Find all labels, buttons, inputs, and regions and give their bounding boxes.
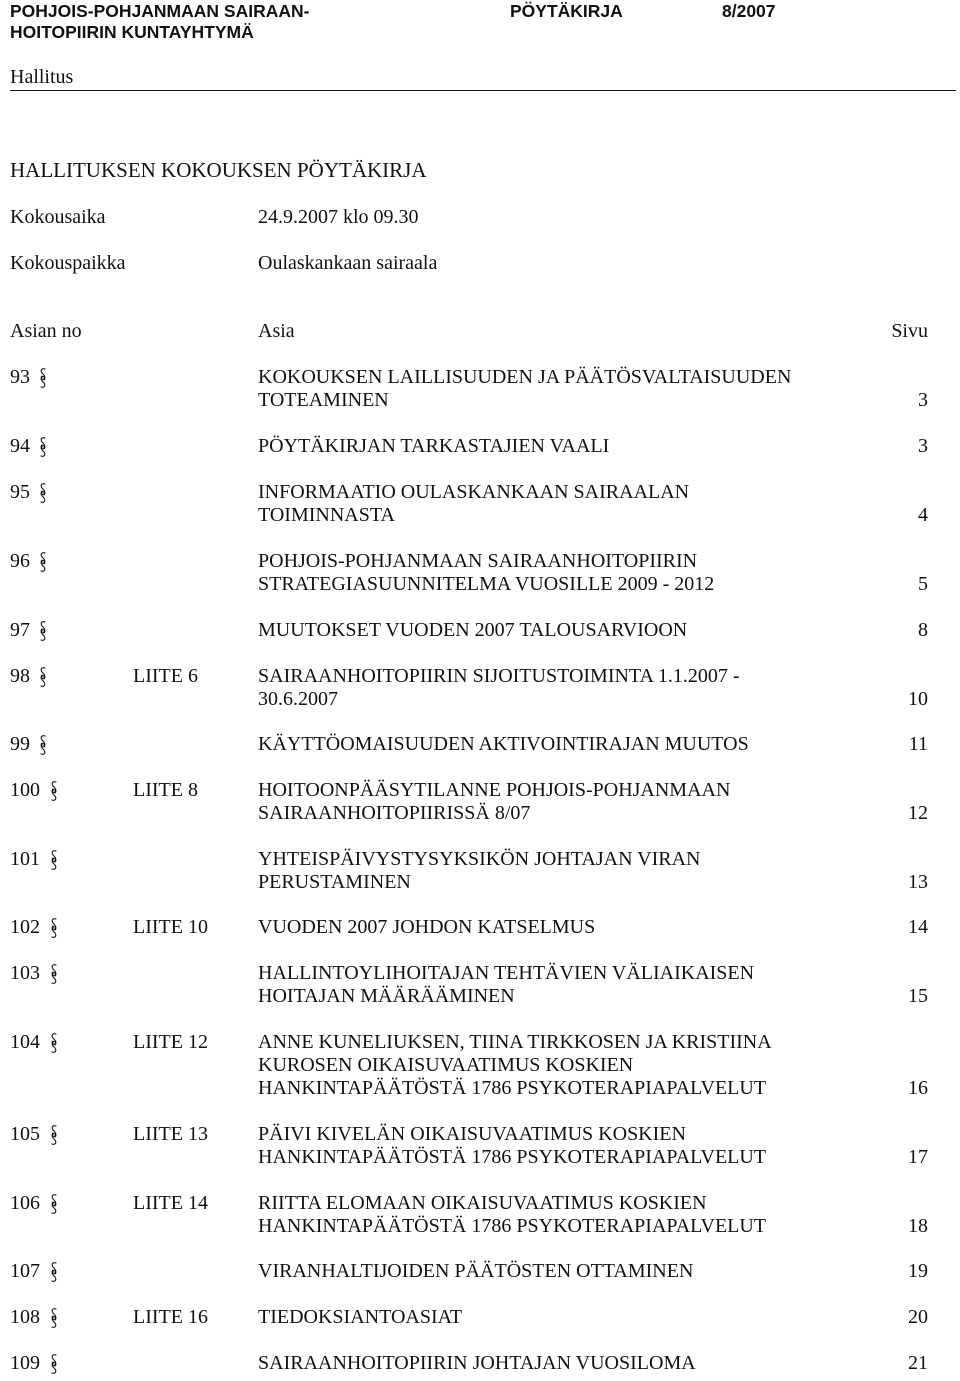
item-subject-line: HANKINTAPÄÄTÖSTÄ 1786 PSYKOTERAPIAPALVELUT [258,1215,767,1237]
item-subject-line: HOITOONPÄÄSYTILANNE POHJOIS-POHJANMAAN [258,779,731,801]
item-subject [258,481,848,527]
item-subject-line: 30.6.2007 [258,688,338,710]
section-sign-icon [38,734,48,756]
item-number: 94 [10,435,30,457]
section-sign-icon [49,1307,59,1329]
item-subject [258,435,848,458]
organization-line-1: POHJOIS-POHJANMAAN SAIRAAN- [10,1,310,21]
item-number: 103 [10,962,40,984]
attachment-label: LIITE 13 [133,1123,208,1145]
item-page-number: 13 [908,871,928,893]
attachment-label: LIITE 8 [133,779,198,801]
item-subject-line: YHTEISPÄIVYSTYSYKSIKÖN JOHTAJAN VIRAN [258,848,701,870]
organization-line-2: HOITOPIIRIN KUNTAYHTYMÄ [10,22,254,42]
item-number: 106 [10,1192,40,1214]
item-subject [258,550,848,596]
item-subject-line: SAIRAANHOITOPIIRIN SIJOITUSTOIMINTA 1.1.2007 - [258,665,740,687]
item-subject [258,366,848,412]
item-subject-line: ANNE KUNELIUKSEN, TIINA TIRKKOSEN JA KRISTIINA [258,1031,772,1053]
item-page-number: 10 [908,688,928,710]
item-number: 98 [10,665,30,687]
item-subject-line: KUROSEN OIKAISUVAATIMUS KOSKIEN [258,1054,634,1076]
item-page-number: 14 [908,916,928,938]
column-header-page: Sivu [891,320,928,342]
section-sign-icon [38,436,48,458]
item-subject [258,916,848,939]
section-sign-icon [49,917,59,939]
item-subject-line: VIRANHALTIJOIDEN PÄÄTÖSTEN OTTAMINEN [258,1260,694,1282]
document-number: 8/2007 [722,1,776,21]
item-subject-line: SAIRAANHOITOPIIRISSÄ 8/07 [258,802,531,824]
item-subject [258,1123,848,1169]
document-type: PÖYTÄKIRJA [510,1,623,21]
column-header-number: Asian no [10,320,82,342]
item-page-number: 21 [908,1352,928,1374]
item-page-number: 16 [908,1077,928,1099]
section-sign-icon [38,482,48,504]
item-subject-line: STRATEGIASUUNNITELMA VUOSILLE 2009 - 2012 [258,573,715,595]
item-subject-line: PERUSTAMINEN [258,871,411,893]
meeting-place-value: Oulaskankaan sairaala [258,252,438,274]
item-subject [258,733,848,756]
item-number: 96 [10,550,30,572]
item-subject-line: TIEDOKSIANTOASIAT [258,1306,463,1328]
attachment-label: LIITE 16 [133,1306,208,1328]
item-subject [258,848,848,894]
item-page-number: 18 [908,1215,928,1237]
section-sign-icon [49,963,59,985]
section-sign-icon [49,1193,59,1215]
item-subject-line: PÄIVI KIVELÄN OIKAISUVAATIMUS KOSKIEN [258,1123,686,1145]
meeting-place-label: Kokouspaikka [10,252,126,274]
item-number: 93 [10,366,30,388]
item-number: 105 [10,1123,40,1145]
attachment-label: LIITE 12 [133,1031,208,1053]
meeting-time-label: Kokousaika [10,206,106,228]
section-sign-icon [38,620,48,642]
meeting-time-value: 24.9.2007 klo 09.30 [258,206,419,228]
item-subject-line: VUODEN 2007 JOHDON KATSELMUS [258,916,596,938]
attachment-label: LIITE 14 [133,1192,208,1214]
item-subject-line: HANKINTAPÄÄTÖSTÄ 1786 PSYKOTERAPIAPALVELUT [258,1077,767,1099]
item-page-number: 3 [918,435,928,457]
item-subject-line: MUUTOKSET VUODEN 2007 TALOUSARVIOON [258,619,688,641]
section-sign-icon [49,1353,59,1375]
item-subject-line: PÖYTÄKIRJAN TARKASTAJIEN VAALI [258,435,610,457]
item-number: 104 [10,1031,40,1053]
item-subject [258,1031,848,1100]
item-number: 108 [10,1306,40,1328]
item-page-number: 20 [908,1306,928,1328]
item-subject [258,1352,848,1375]
item-subject-line: INFORMAATIO OULASKANKAAN SAIRAALAN [258,481,690,503]
section-sign-icon [38,367,48,389]
item-number: 95 [10,481,30,503]
item-page-number: 8 [918,619,928,641]
item-subject-line: KOKOUKSEN LAILLISUUDEN JA PÄÄTÖSVALTAISUUDEN [258,366,792,388]
item-number: 97 [10,619,30,641]
attachment-label: LIITE 6 [133,665,198,687]
item-number: 102 [10,916,40,938]
item-page-number: 3 [918,389,928,411]
meeting-time [10,206,419,229]
item-page-number: 12 [908,802,928,824]
item-subject-line: KÄYTTÖOMAISUUDEN AKTIVOINTIRAJAN MUUTOS [258,733,749,755]
item-page-number: 11 [908,733,928,755]
item-subject [258,619,848,642]
item-page-number: 17 [908,1146,928,1168]
item-subject-line: TOTEAMINEN [258,389,389,411]
item-subject [258,1192,848,1238]
item-subject-line: RIITTA ELOMAAN OIKAISUVAATIMUS KOSKIEN [258,1192,707,1214]
item-subject-line: HALLINTOYLIHOITAJAN TEHTÄVIEN VÄLIAIKAISEN [258,962,755,984]
item-number: 109 [10,1352,40,1374]
item-subject-line: HANKINTAPÄÄTÖSTÄ 1786 PSYKOTERAPIAPALVELUT [258,1146,767,1168]
item-number: 100 [10,779,40,801]
section-sign-icon [49,1032,59,1054]
section-sign-icon [38,666,48,688]
item-page-number: 15 [908,985,928,1007]
item-page-number: 19 [908,1260,928,1282]
item-subject-line: POHJOIS-POHJANMAAN SAIRAANHOITOPIIRIN [258,550,698,572]
item-subject [258,962,848,1008]
item-subject [258,1306,848,1329]
item-page-number: 4 [918,504,928,526]
section-sign-icon [49,849,59,871]
page-title: HALLITUKSEN KOKOUKSEN PÖYTÄKIRJA [10,158,427,182]
item-page-number: 5 [918,573,928,595]
item-subject [258,665,848,711]
meeting-place [10,252,438,275]
section-sign-icon [49,1261,59,1283]
item-subject-line: HOITAJAN MÄÄRÄÄMINEN [258,985,515,1007]
item-subject [258,1260,848,1283]
attachment-label: LIITE 10 [133,916,208,938]
item-number: 101 [10,848,40,870]
item-subject-line: SAIRAANHOITOPIIRIN JOHTAJAN VUOSILOMA [258,1352,696,1374]
item-subject-line: TOIMINNASTA [258,504,395,526]
item-number: 107 [10,1260,40,1282]
item-number: 99 [10,733,30,755]
column-header-subject: Asia [258,320,295,342]
section-sign-icon [38,551,48,573]
item-subject [258,779,848,825]
section-label: Hallitus [10,64,956,91]
section-sign-icon [49,1124,59,1146]
section-sign-icon [49,780,59,802]
